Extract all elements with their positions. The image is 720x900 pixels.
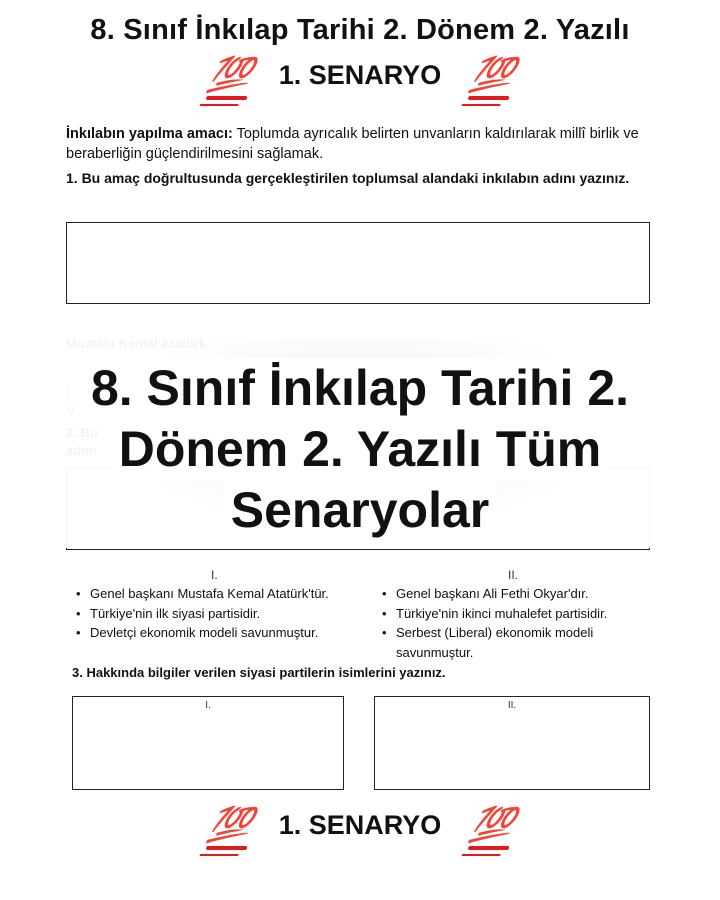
scenario-label: 1. SENARYO [278, 59, 442, 90]
party-1-info-list [74, 584, 374, 643]
document-title: 8. Sınıf İnkılap Tarihi 2. Dönem 2. Yazılı [90, 14, 630, 46]
question-3: 3. Hakkında bilgiler verilen siyasi partilerin isimlerini yazınız. [72, 665, 446, 680]
purpose-text: Toplumda ayrıcalık belirten unvanların kaldırılarak millî birlik ve beraberliğin güçlendirilmesini sağlamak. [66, 126, 639, 162]
hundred-points-icon: 💯 [467, 805, 515, 845]
overlay-title-line-1: 8. Sınıf İnkılap Tarihi 2. [83, 358, 637, 419]
overlay-title-line-3: Senaryolar [223, 480, 497, 541]
party-2-info-list [380, 584, 660, 662]
column-1-label: I. [211, 568, 218, 582]
column-2-label: II. [508, 568, 519, 582]
answer-box-1[interactable] [66, 222, 650, 304]
hundred-points-icon: 💯 [205, 805, 253, 845]
overlay-title-line-2: Dönem 2. Yazılı Tüm [111, 419, 610, 480]
overlay-title [60, 358, 660, 541]
answer-box-4[interactable] [374, 696, 650, 790]
purpose-paragraph [66, 124, 666, 164]
scenario-header-top [0, 55, 720, 95]
answer-box-3[interactable] [72, 696, 344, 790]
list-item: • Genel başkanı Ali Fethi Okyar'dır. [380, 584, 660, 604]
list-item: • Devletçi ekonomik modeli savunmuştur. [74, 623, 374, 643]
answer-box-label: II. [507, 700, 517, 711]
scenario-header-bottom [0, 805, 720, 845]
list-item: • Türkiye'nin ikinci muhalefet partisidir. [380, 604, 660, 624]
purpose-label: İnkılabın yapılma amacı: [66, 126, 233, 142]
hundred-points-icon: 💯 [467, 55, 515, 95]
list-item: • Türkiye'nin ilk siyasi partisidir. [74, 604, 374, 624]
question-1: 1. Bu amaç doğrultusunda gerçekleştirilen toplumsal alandaki inkılabın adını yazınız. [66, 170, 630, 186]
list-item: • Genel başkanı Mustafa Kemal Atatürk'tür. [74, 584, 374, 604]
list-item: • Serbest (Liberal) ekonomik modeli savunmuştur. [380, 623, 660, 662]
answer-box-label: I. [205, 700, 211, 711]
hundred-points-icon: 💯 [205, 55, 253, 95]
scenario-label: 1. SENARYO [278, 809, 442, 840]
